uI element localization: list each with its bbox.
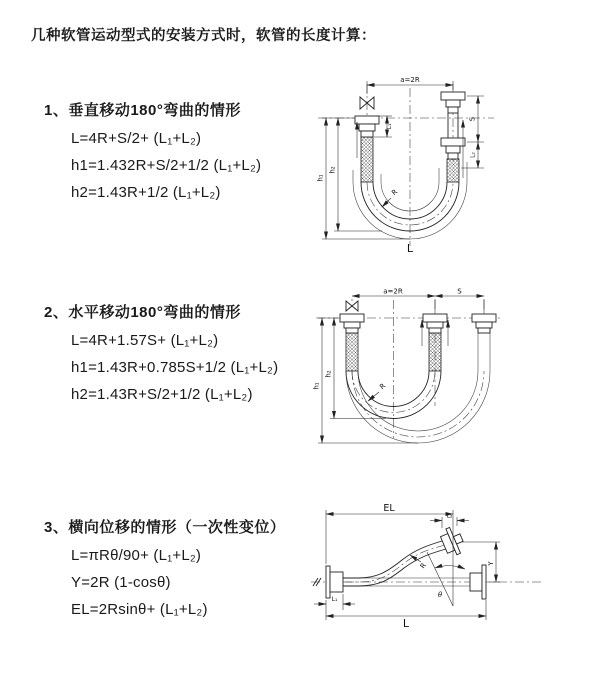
braided-hose-section xyxy=(447,159,459,182)
dim-label-a2r: a=2R xyxy=(400,76,420,84)
centerlines xyxy=(318,84,494,246)
diagram-horizontal-180-bend xyxy=(310,286,595,456)
dimensions xyxy=(314,510,500,620)
radius-label: R xyxy=(418,561,429,571)
labels xyxy=(332,503,495,630)
formula-line: Y=2R (1-cosθ) xyxy=(71,574,171,591)
braided-hose-section xyxy=(346,333,358,371)
formula-line: h2=1.43R+1/2 (L₁+L₂) xyxy=(71,184,221,201)
centerlines xyxy=(311,538,543,586)
length-label: L xyxy=(402,617,410,630)
dim-label-l2: L₂ xyxy=(469,152,477,158)
dim-label-s: S xyxy=(457,287,462,296)
formula-line: L=4R+S/2+ (L₁+L₂) xyxy=(71,130,202,147)
section-2-heading: 2、水平移动180°弯曲的情形 xyxy=(44,304,241,321)
dim-label-l1: L₁ xyxy=(386,123,393,130)
section-horizontal-movement xyxy=(44,301,278,408)
section-1-heading: 1、垂直移动180°弯曲的情形 xyxy=(44,102,241,119)
dim-label-y: Y xyxy=(487,561,495,566)
length-label: L xyxy=(406,242,414,255)
dim-label-l1: L₁ xyxy=(331,596,338,603)
dim-label-a2r: a=2R xyxy=(383,287,403,296)
section-vertical-movement xyxy=(44,99,261,206)
fittings xyxy=(340,301,496,333)
hose xyxy=(346,333,490,443)
dim-label-el: EL xyxy=(383,503,395,514)
formula-line: L=πRθ/90+ (L₁+L₂) xyxy=(71,547,202,564)
dim-label-h1: h₁ xyxy=(312,382,321,390)
radius-label: R xyxy=(390,187,400,198)
braided-hose-section xyxy=(361,137,373,182)
diagram-vertical-180-bend xyxy=(310,70,590,258)
diagram-lateral-displacement xyxy=(303,500,600,655)
section-3-heading: 3、横向位移的情形（一次性变位） xyxy=(44,519,286,536)
page-title: 几种软管运动型式的安装方式时，软管的长度计算： xyxy=(31,28,376,44)
radius-label: R xyxy=(378,381,388,392)
braided-hose-section xyxy=(429,333,441,371)
formula-line: L=4R+1.57S+ (L₁+L₂) xyxy=(71,332,219,349)
dim-label-h2: h₂ xyxy=(324,370,333,378)
dim-label-h1: h₁ xyxy=(316,174,325,182)
formula-line: h2=1.43R+S/2+1/2 (L₁+L₂) xyxy=(71,386,253,403)
dim-label-h2: h₂ xyxy=(328,166,337,174)
dim-label-l2: L₂ xyxy=(446,512,453,520)
valve-icon xyxy=(346,301,358,311)
dim-label-s: S xyxy=(468,116,477,122)
section-lateral-displacement xyxy=(44,516,285,623)
angle-label: θ xyxy=(437,591,443,599)
formula-line: h1=1.432R+S/2+1/2 (L₁+L₂) xyxy=(71,157,262,174)
formula-line: EL=2Rsinθ+ (L₁+L₂) xyxy=(71,601,208,618)
formula-line: h1=1.43R+0.785S+1/2 (L₁+L₂) xyxy=(71,359,279,376)
